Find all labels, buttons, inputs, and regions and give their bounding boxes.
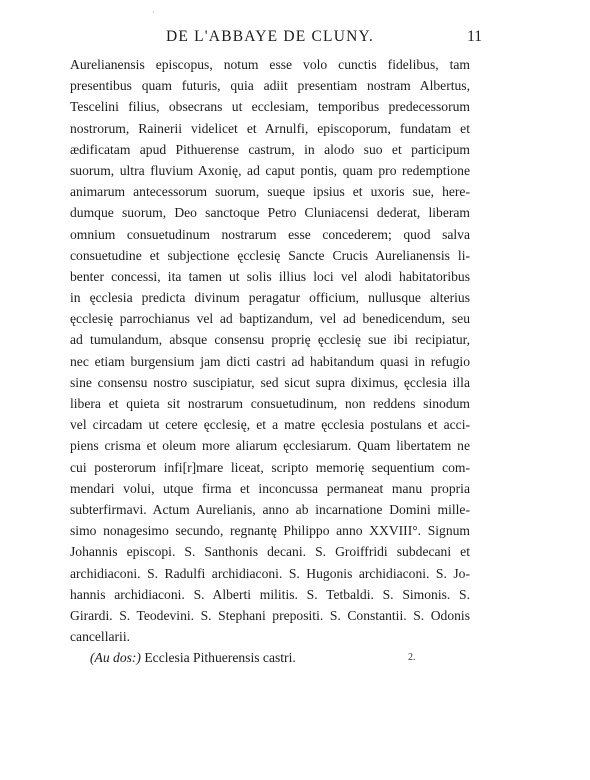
text-line: dumque suorum, Deo sanctoque Petro Cluniacensi dederat, liberam xyxy=(70,205,470,221)
top-mark: · xyxy=(152,8,155,17)
text-line: hannis archidiaconi. S. Alberti militis. S. Tetbaldi. S. Simonis. S. xyxy=(70,586,470,602)
text-line: libera et quieta sit nostrarum consuetudinum, non reddens sinodum xyxy=(70,396,470,411)
text-line: cancellarii. xyxy=(70,629,130,645)
text-line: mendari volui, utque firma et inconcussa permaneat manu propria xyxy=(70,480,470,496)
text-line: vel circadam ut cetere ęcclesię, et a matre ęcclesia postulans et acci- xyxy=(70,417,470,433)
text-line: animarum antecessorum suorum, sueque ipsius et uxoris sue, here- xyxy=(70,184,470,200)
endorsement-label: (Au dos:) xyxy=(90,650,141,666)
text-line: presentibus quam futuris, quia adiit presentiam nostram Albertus, xyxy=(70,78,470,94)
endorsement-text: Ecclesia Pithuerensis castri. xyxy=(144,650,296,666)
text-line: ad tumulandum, absque consensu proprię ęcclesię sue ibi recipiatur, xyxy=(70,332,470,348)
charter-text xyxy=(70,54,470,668)
text-line: in ęcclesia predicta divinum peragatur officium, nullusque alterius xyxy=(70,290,470,306)
page-number: 11 xyxy=(467,28,482,45)
text-line: subterfirmavi. Actum Aurelianis, anno ab incarnatione Domini mille- xyxy=(70,501,470,517)
text-line: piens crisma et oleum more aliarum ęcclesiarum. Quam libertatem ne xyxy=(70,438,470,454)
text-line: nec etiam burgensium jam dicti castri ad habitandum quasi in refugio xyxy=(70,353,470,369)
text-line: nostrorum, Rainerii videlicet et Arnulfi, episcoporum, fundatam et xyxy=(70,120,470,136)
running-head xyxy=(60,28,480,48)
text-line: Aurelianensis episcopus, notum esse volo cunctis fidelibus, tam xyxy=(70,57,470,72)
text-line: archidiaconi. S. Radulfi archidiaconi. S. Hugonis archidiaconi. S. Jo- xyxy=(70,565,470,581)
text-line: suorum, ultra fluvium Axonię, ad caput pontis, quam pro redemptione xyxy=(70,162,470,178)
text-line: omnium consuetudinum nostrarum esse concederem; quod salva xyxy=(70,226,470,242)
text-line: Tescelini filius, obsecrans ut ecclesiam, temporibus predecessorum xyxy=(70,99,470,115)
text-line: ęcclesię parrochianus vel ad baptizandum, vel ad benedicendum, seu xyxy=(70,311,470,327)
text-line: Johannis episcopi. S. Santhonis decani. S. Groiffridi subdecani et xyxy=(70,544,470,560)
text-line: ædificatam apud Pithuerense castrum, in alodo suo et participum xyxy=(70,141,470,157)
text-line: consuetudine et subjectione ęcclesię Sancte Crucis Aurelianensis li- xyxy=(70,247,470,263)
text-line: benter concessi, ita tamen ut solis illius loci vel alodi habitatoribus xyxy=(70,268,470,284)
text-line: Girardi. S. Teodevini. S. Stephani prepositi. S. Constantii. S. Odonis xyxy=(70,607,470,623)
signature-mark: 2. xyxy=(408,652,416,663)
text-line: simo nonagesimo secundo, regnantę Philippo anno XXVIII°. Signum xyxy=(70,523,470,539)
page-title: DE L'ABBAYE DE CLUNY. xyxy=(166,28,374,45)
text-line: cui posterorum infi[r]mare liceat, scripto memorię sequentium com- xyxy=(70,459,470,475)
text-line: sine consensu nostro suscipiatur, sed sicut supra diximus, ęcclesia illa xyxy=(70,374,470,390)
